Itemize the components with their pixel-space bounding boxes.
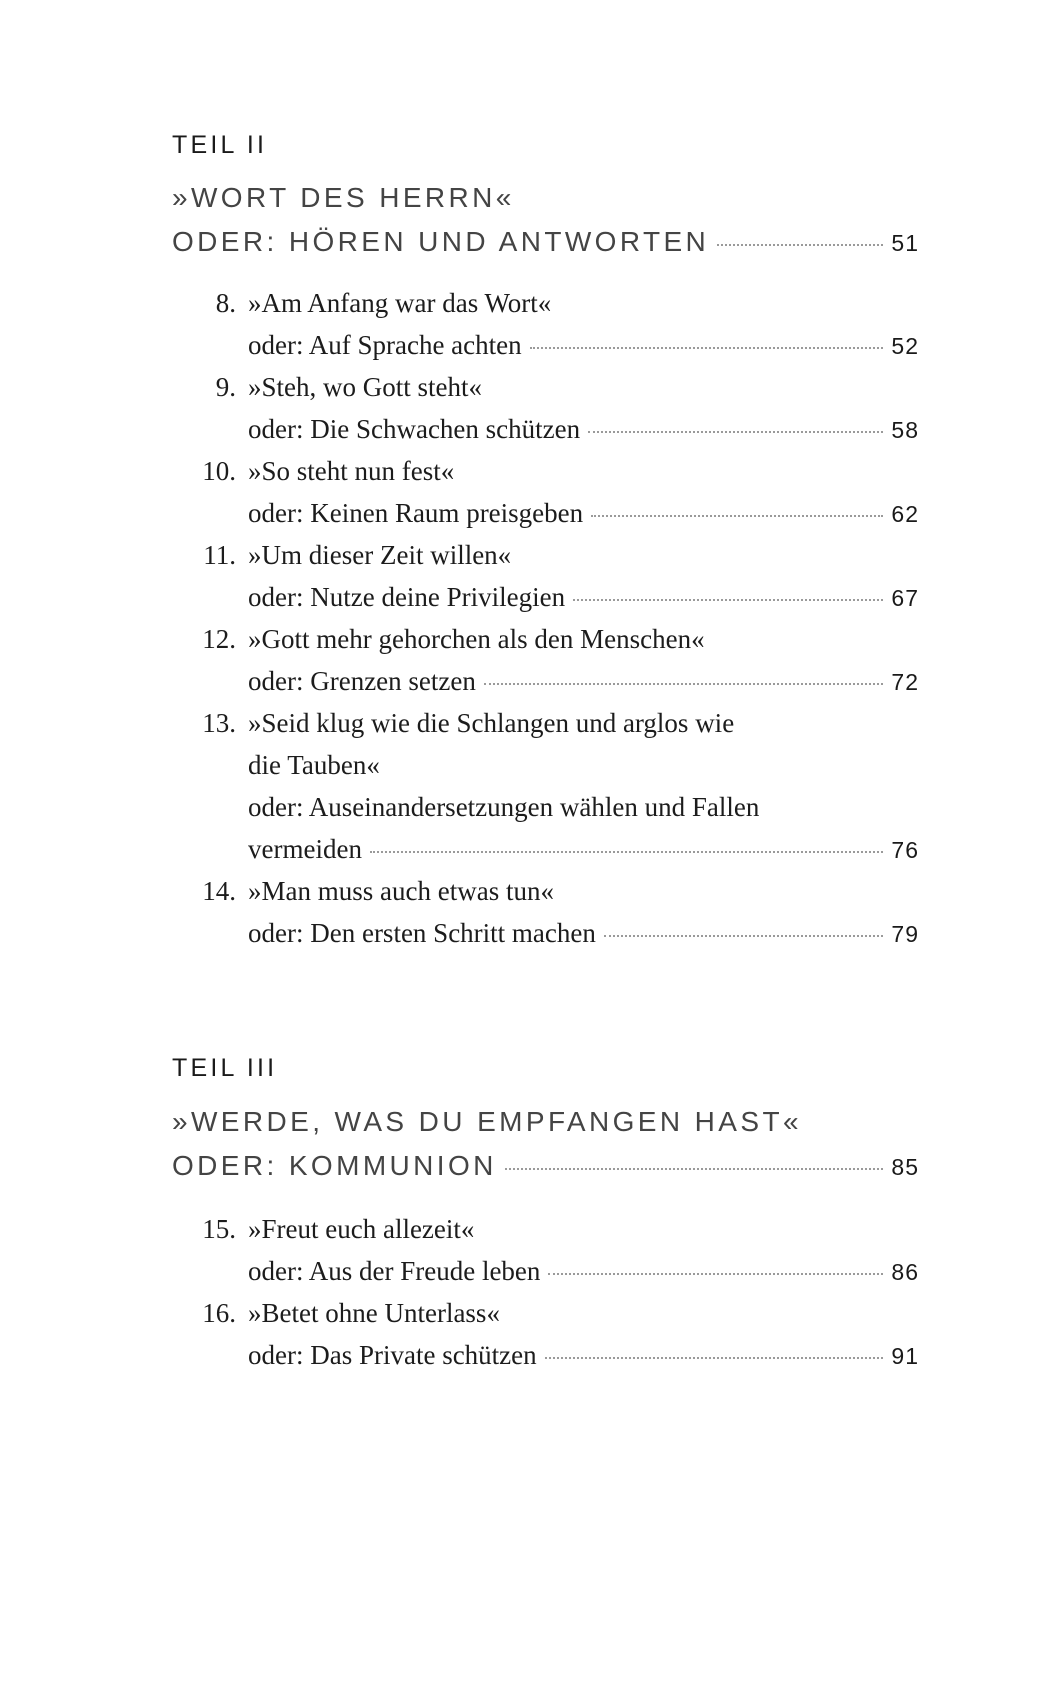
chapter-number: 11. (203, 540, 236, 570)
part-title-line: ODER: KOMMUNION (172, 1150, 497, 1181)
chapter-title: »Man muss auch etwas tun« (248, 876, 554, 906)
page-number: 76 (891, 837, 919, 863)
chapter-subtitle: oder: Aus der Freude leben (248, 1256, 541, 1286)
dot-leader (588, 431, 883, 433)
dot-leader (548, 1273, 883, 1275)
page-number: 91 (891, 1343, 919, 1369)
chapter-subtitle: oder: Das Private schützen (248, 1340, 537, 1370)
page-number: 62 (891, 501, 919, 527)
page-number: 67 (891, 585, 919, 611)
dot-leader (604, 935, 884, 937)
chapter-subtitle-row (248, 576, 919, 618)
chapter-subtitle: oder: Die Schwachen schützen (248, 414, 581, 444)
chapter-subtitle: oder: Auseinandersetzungen wählen und Fallen (248, 792, 760, 822)
dot-leader (545, 1357, 884, 1359)
chapter-list (172, 282, 919, 954)
chapter-number: 13. (202, 708, 236, 738)
part-title-row (172, 1144, 919, 1188)
page-number: 58 (891, 417, 919, 443)
page-number: 85 (891, 1154, 919, 1180)
page-number: 79 (891, 921, 919, 947)
chapter-number: 12. (202, 624, 236, 654)
dot-leader (505, 1168, 884, 1170)
chapter-title: »Seid klug wie die Schlangen und arglos wie (248, 708, 735, 738)
chapter-number: 16. (202, 1298, 236, 1328)
page-number: 51 (891, 230, 919, 256)
dot-leader (591, 515, 883, 517)
part-label: TEIL II (172, 131, 268, 159)
chapter-subtitle-row (248, 324, 919, 366)
chapter-subtitle: oder: Nutze deine Privilegien (248, 582, 566, 612)
chapter-number: 10. (202, 456, 236, 486)
part-title (172, 1100, 919, 1188)
chapter-number: 9. (215, 372, 236, 402)
toc-entry (172, 282, 919, 366)
chapter-subtitle: vermeiden (248, 834, 362, 864)
chapter-subtitle-row (248, 1334, 919, 1376)
chapter-number: 8. (215, 288, 236, 318)
chapter-subtitle-row (248, 828, 919, 870)
toc-entry (172, 870, 919, 954)
chapter-number: 15. (202, 1214, 236, 1244)
part-title (172, 176, 919, 264)
chapter-subtitle: oder: Auf Sprache achten (248, 330, 522, 360)
chapter-title: »Betet ohne Unterlass« (248, 1298, 500, 1328)
toc-entry (172, 618, 919, 702)
dot-leader (717, 244, 883, 246)
chapter-title: »Steh, wo Gott steht« (248, 372, 482, 402)
chapter-subtitle-row (248, 1250, 919, 1292)
chapter-title: »Am Anfang war das Wort« (248, 288, 552, 318)
toc-entry (172, 366, 919, 450)
chapter-subtitle-row (248, 660, 919, 702)
chapter-subtitle-row (248, 408, 919, 450)
chapter-subtitle: oder: Den ersten Schritt machen (248, 918, 596, 948)
part-title-line: »WORT DES HERRN« (172, 182, 515, 213)
dot-leader (484, 683, 884, 685)
page-number: 86 (891, 1259, 919, 1285)
chapter-title: »Um dieser Zeit willen« (248, 540, 512, 570)
part-title-line: »WERDE, WAS DU EMPFANGEN HAST« (172, 1106, 802, 1137)
toc-entry (172, 534, 919, 618)
part-label: TEIL III (172, 1054, 278, 1082)
chapter-title: die Tauben« (248, 750, 380, 780)
chapter-number: 14. (202, 876, 236, 906)
toc-entry (172, 450, 919, 534)
toc-entry (172, 702, 919, 870)
dot-leader (370, 851, 883, 853)
chapter-title: »So steht nun fest« (248, 456, 455, 486)
dot-leader (530, 347, 884, 349)
dot-leader (573, 599, 883, 601)
chapter-subtitle-row (248, 912, 919, 954)
toc-entry (172, 1292, 919, 1376)
part-title-row (172, 220, 919, 264)
page-number: 52 (891, 333, 919, 359)
page-number: 72 (891, 669, 919, 695)
toc-entry (172, 1208, 919, 1292)
chapter-title: »Gott mehr gehorchen als den Menschen« (248, 624, 705, 654)
part-title-line: ODER: HÖREN UND ANTWORTEN (172, 226, 710, 257)
chapter-subtitle: oder: Keinen Raum preisgeben (248, 498, 584, 528)
chapter-subtitle: oder: Grenzen setzen (248, 666, 476, 696)
chapter-subtitle-row (248, 492, 919, 534)
chapter-title: »Freut euch allezeit« (248, 1214, 475, 1244)
chapter-list (172, 1208, 919, 1376)
